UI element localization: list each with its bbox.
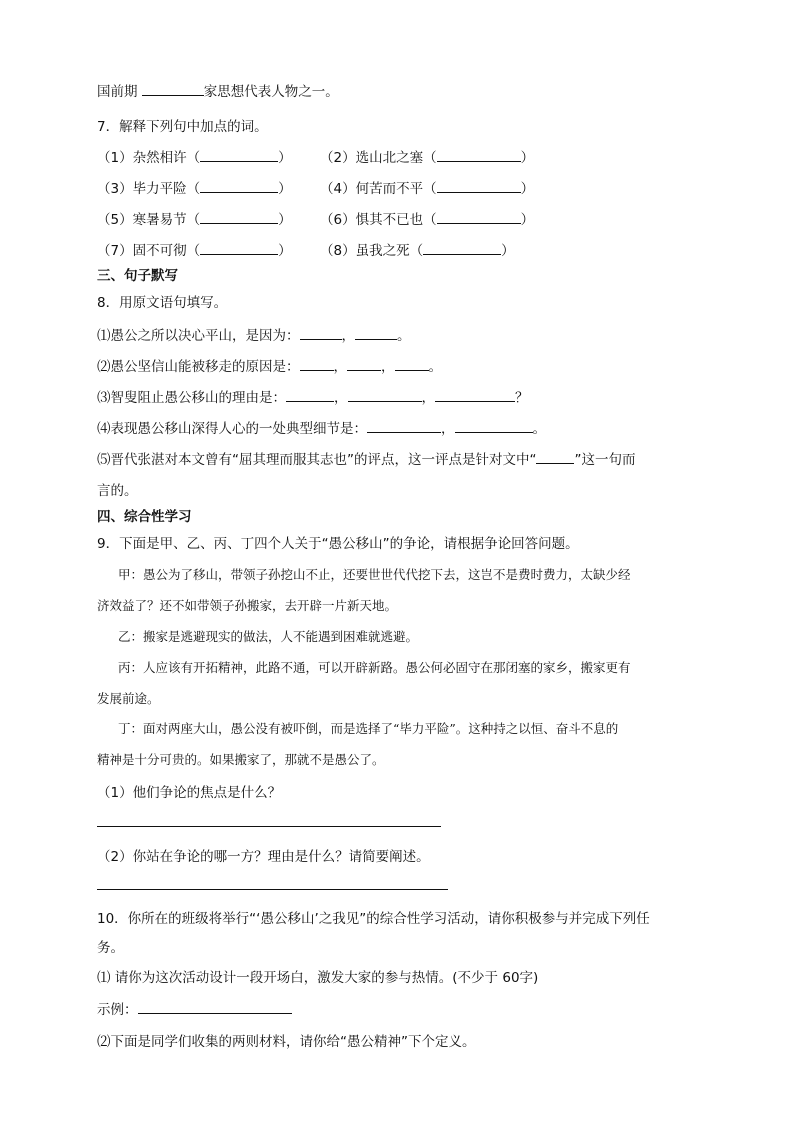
q8-s2 — [97, 355, 442, 375]
blank[interactable] — [348, 387, 422, 402]
q7-item-8-label: （8）虽我之死（ — [320, 243, 424, 259]
q7-item-1 — [97, 146, 292, 166]
q8-s3 — [97, 386, 529, 406]
q7-item-1-label: （1）杂然相许（ — [97, 150, 201, 166]
q8-s5-cont: 言的。 — [97, 483, 138, 499]
blank[interactable] — [200, 147, 278, 162]
blank[interactable] — [142, 81, 204, 96]
q7-item-3 — [97, 177, 292, 197]
q8-s5 — [97, 448, 635, 468]
q8-title: 8．用原文语句填写。 — [97, 295, 228, 311]
blank[interactable] — [437, 209, 521, 224]
q7-item-6 — [320, 208, 534, 228]
separator: ， — [334, 390, 348, 406]
q9-sub-1: （1）他们争论的焦点是什么？ — [97, 785, 282, 801]
close-paren: ） — [520, 212, 535, 228]
q9-jia-line-2: 济效益了？还不如带领子孙搬家，去开辟一片新天地。 — [97, 598, 398, 613]
q7-item-5-label: （5）寒暑易节（ — [97, 212, 201, 228]
q9-answer-line-1[interactable] — [97, 826, 441, 827]
separator: ， — [421, 390, 435, 406]
q8-s4 — [97, 417, 546, 437]
q8-s5-text: ⑸晋代张湛对本文曾有“屈其理而服其志也”的评点，这一评点是针对文中“ — [97, 452, 537, 468]
close-paren: ） — [278, 243, 292, 259]
close-paren: ） — [278, 181, 292, 197]
q9-ding-line-1: 丁：面对两座大山，愚公没有被吓倒，而是选择了“毕力平险”。这种持之以恒、奋斗不息的 — [118, 721, 619, 736]
close-paren: ） — [278, 212, 292, 228]
end-mark: 。 — [532, 421, 546, 437]
blank[interactable] — [536, 449, 574, 464]
blank[interactable] — [367, 418, 441, 433]
q9-jia-line-1: 甲：愚公为了移山，带领子孙挖山不止，还要世世代代挖下去，这岂不是费时费力，太缺少经 — [118, 567, 631, 582]
blank[interactable] — [395, 356, 429, 371]
q9-sub-2: （2）你站在争论的哪一方？理由是什么？请简要阐述。 — [97, 849, 430, 865]
blank[interactable] — [347, 356, 381, 371]
q7-item-6-label: （6）惧其不已也（ — [320, 212, 437, 228]
q10-sub-1: ⑴ 请你为这次活动设计一段开场白，激发大家的参与热情。(不少于 60字) — [97, 970, 539, 986]
q10-line-2: 务。 — [97, 940, 124, 956]
q7-item-2 — [320, 146, 534, 166]
q8-s4-text: ⑷表现愚公移山深得人心的一处典型细节是： — [97, 421, 367, 437]
top-line — [97, 80, 339, 100]
top-pre: 国前期 — [97, 84, 142, 100]
blank[interactable] — [355, 325, 397, 340]
blank[interactable] — [437, 178, 521, 193]
separator: ， — [381, 359, 395, 375]
blank[interactable] — [138, 999, 292, 1014]
q8-s3-text: ⑶智叟阻止愚公移山的理由是： — [97, 390, 286, 406]
section-3-heading: 三、句子默写 — [97, 268, 178, 284]
blank[interactable] — [455, 418, 533, 433]
blank[interactable] — [200, 240, 278, 255]
q10-sub-2: ⑵下面是同学们收集的两则材料，请你给“愚公精神”下个定义。 — [97, 1034, 476, 1050]
q7-item-4 — [320, 177, 534, 197]
q7-item-4-label: （4）何苦而不平（ — [320, 181, 437, 197]
blank[interactable] — [435, 387, 515, 402]
q10-example — [97, 998, 292, 1018]
q9-yi: 乙：搬家是逃避现实的做法，人不能遇到困难就逃避。 — [118, 629, 419, 644]
separator: ， — [333, 359, 347, 375]
blank[interactable] — [200, 209, 278, 224]
q7-item-3-label: （3）毕力平险（ — [97, 181, 201, 197]
q8-s1 — [97, 324, 411, 344]
q8-s1-text: ⑴愚公之所以决心平山，是因为： — [97, 328, 300, 344]
q7-item-8 — [320, 239, 515, 259]
close-paren: ） — [278, 150, 292, 166]
blank[interactable] — [437, 147, 521, 162]
close-paren: ） — [520, 181, 535, 197]
q9-ding-line-2: 精神是十分可贵的。如果搬家了，那就不是愚公了。 — [97, 752, 385, 767]
close-paren: ） — [501, 243, 515, 259]
blank[interactable] — [300, 356, 334, 371]
end-mark: 。 — [428, 359, 442, 375]
q7-item-7 — [97, 239, 292, 259]
blank[interactable] — [286, 387, 334, 402]
q7-item-7-label: （7）固不可彻（ — [97, 243, 201, 259]
separator: ， — [341, 328, 355, 344]
close-paren: ） — [520, 150, 535, 166]
q9-bing-line-2: 发展前途。 — [97, 691, 160, 706]
q9-bing-line-1: 丙：人应该有开拓精神，此路不通，可以开辟新路。愚公何必固守在那闭塞的家乡，搬家更有 — [118, 660, 631, 675]
q7-item-2-label: （2）选山北之塞（ — [320, 150, 437, 166]
end-mark: ？ — [515, 390, 529, 406]
q9-answer-line-2[interactable] — [97, 889, 448, 890]
q10-line-1: 10．你所在的班级将举行“‘愚公移山’之我见”的综合性学习活动，请你积极参与并完成下列任 — [97, 911, 650, 927]
blank[interactable] — [200, 178, 278, 193]
end-mark: 。 — [397, 328, 411, 344]
section-4-heading: 四、综合性学习 — [97, 509, 192, 525]
blank[interactable] — [300, 325, 342, 340]
q8-s5-end: ”这一句而 — [574, 452, 636, 468]
blank[interactable] — [423, 240, 501, 255]
q9-title: 9．下面是甲、乙、丙、丁四个人关于“愚公移山”的争论，请根据争论回答问题。 — [97, 536, 579, 552]
q10-example-label: 示例： — [97, 1002, 138, 1018]
q8-s2-text: ⑵愚公坚信山能被移走的原因是： — [97, 359, 300, 375]
top-post: 家思想代表人物之一。 — [203, 84, 339, 100]
separator: ， — [441, 421, 455, 437]
q7-item-5 — [97, 208, 292, 228]
q7-title: 7．解释下列句中加点的词。 — [97, 119, 268, 135]
